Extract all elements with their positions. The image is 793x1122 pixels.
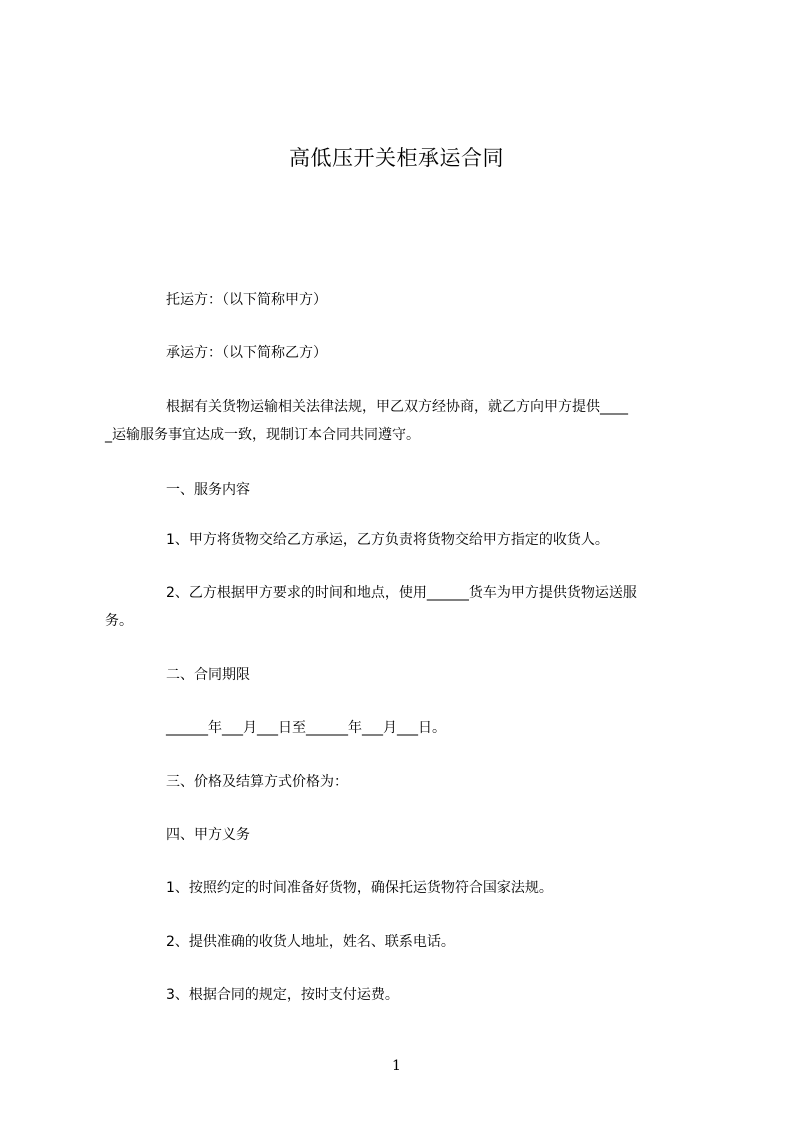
section-heading-4: 四、甲方义务	[166, 827, 250, 843]
page-number: 1	[392, 1058, 401, 1074]
contract-period-line: ______年___月___日至______年___月___日。	[166, 720, 446, 736]
document-title: 高低压开关柜承运合同	[289, 146, 504, 170]
service-item-1: 1、甲方将货物交给乙方承运，乙方负责将货物交给甲方指定的收货人。	[166, 532, 609, 548]
preamble-line-2: _运输服务事宜达成一致，现制订本合同共同遵守。	[105, 427, 420, 443]
section-heading-1: 一、服务内容	[166, 482, 250, 498]
party-a-duty-1: 1、按照约定的时间准备好货物，确保托运货物符合国家法规。	[166, 880, 553, 896]
preamble-line-1: 根据有关货物运输相关法律法规，甲乙双方经协商，就乙方向甲方提供____	[166, 399, 628, 415]
party-a-duty-3: 3、根据合同的规定，按时支付运费。	[166, 987, 399, 1003]
service-item-2-line-2: 务。	[105, 613, 133, 629]
service-item-2-line-1: 2、乙方根据甲方要求的时间和地点，使用______货车为甲方提供货物运送服	[166, 585, 637, 601]
party-a-duty-2: 2、提供准确的收货人地址，姓名、联系电话。	[166, 934, 455, 950]
carrier-line: 承运方：（以下简称乙方）	[166, 345, 327, 361]
section-heading-2: 二、合同期限	[166, 667, 250, 683]
shipper-line: 托运方：（以下简称甲方）	[166, 292, 327, 308]
section-heading-3: 三、价格及结算方式价格为：	[166, 774, 348, 790]
